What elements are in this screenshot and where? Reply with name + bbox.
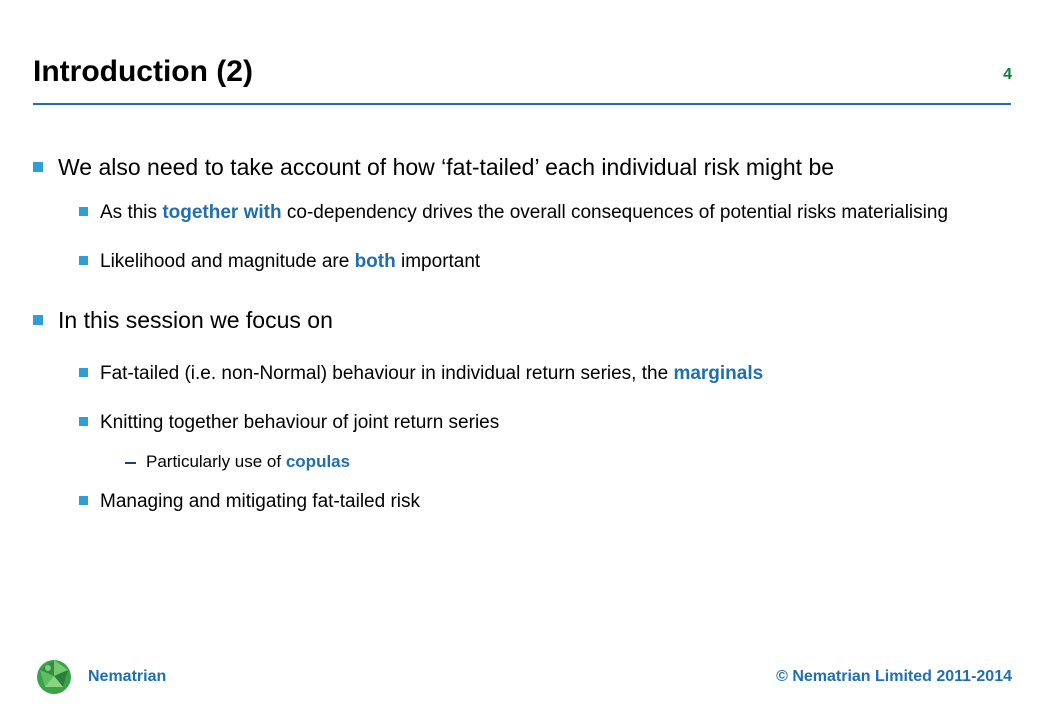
bullet-level1 bbox=[33, 152, 1013, 183]
square-bullet-icon bbox=[33, 315, 43, 325]
bullet-level1 bbox=[33, 305, 1013, 336]
title-divider bbox=[33, 103, 1011, 105]
bullet-text: We also need to take account of how ‘fat-tailed’ each individual risk might be bbox=[58, 154, 835, 180]
spacer bbox=[33, 189, 1013, 199]
spacer bbox=[33, 440, 1013, 450]
bullet-text-part: important bbox=[395, 251, 481, 272]
bullet-text-part: Likelihood and magnitude are bbox=[100, 251, 355, 272]
highlight-term: together with bbox=[162, 202, 282, 223]
bullet-text: Knitting together behaviour of joint return series bbox=[100, 412, 500, 433]
bullet-level2 bbox=[79, 248, 1013, 275]
polyhedron-logo-icon bbox=[32, 654, 76, 698]
bullet-level2 bbox=[79, 488, 1013, 515]
dash-bullet-icon bbox=[125, 462, 136, 464]
highlight-term: both bbox=[354, 251, 396, 272]
footer-copyright: © Nematrian Limited 2011-2014 bbox=[776, 668, 1012, 685]
bullet-text bbox=[146, 450, 350, 474]
highlight-term: copulas bbox=[285, 452, 351, 471]
bullet-text: In this session we focus on bbox=[58, 307, 333, 333]
bullet-text-part: Fat-tailed (i.e. non-Normal) behaviour in individual return series, the bbox=[100, 363, 674, 384]
footer-brand: Nematrian bbox=[88, 668, 167, 685]
slide-body bbox=[33, 152, 1013, 519]
bullet-text bbox=[100, 199, 948, 226]
square-bullet-icon bbox=[79, 256, 88, 265]
page-title: Introduction (2) bbox=[33, 55, 253, 88]
bullet-text bbox=[100, 248, 480, 275]
spacer bbox=[33, 391, 1013, 409]
page-number: 4 bbox=[1003, 66, 1012, 83]
bullet-level2 bbox=[79, 199, 1013, 226]
square-bullet-icon bbox=[33, 162, 43, 172]
highlight-term: marginals bbox=[673, 363, 764, 384]
square-bullet-icon bbox=[79, 207, 88, 216]
bullet-text-part: co-dependency drives the overall consequences of potential risks materialising bbox=[281, 202, 949, 223]
bullet-level3 bbox=[125, 450, 1013, 474]
bullet-level2 bbox=[79, 409, 1013, 436]
bullet-text bbox=[100, 360, 763, 387]
spacer bbox=[33, 342, 1013, 360]
bullet-level2 bbox=[79, 360, 1013, 387]
bullet-text-part: Particularly use of bbox=[146, 452, 286, 471]
square-bullet-icon bbox=[79, 417, 88, 426]
spacer bbox=[33, 279, 1013, 305]
square-bullet-icon bbox=[79, 496, 88, 505]
square-bullet-icon bbox=[79, 368, 88, 377]
bullet-text: Managing and mitigating fat-tailed risk bbox=[100, 491, 421, 512]
bullet-text-part: As this bbox=[100, 202, 163, 223]
spacer bbox=[33, 230, 1013, 248]
spacer bbox=[33, 478, 1013, 488]
